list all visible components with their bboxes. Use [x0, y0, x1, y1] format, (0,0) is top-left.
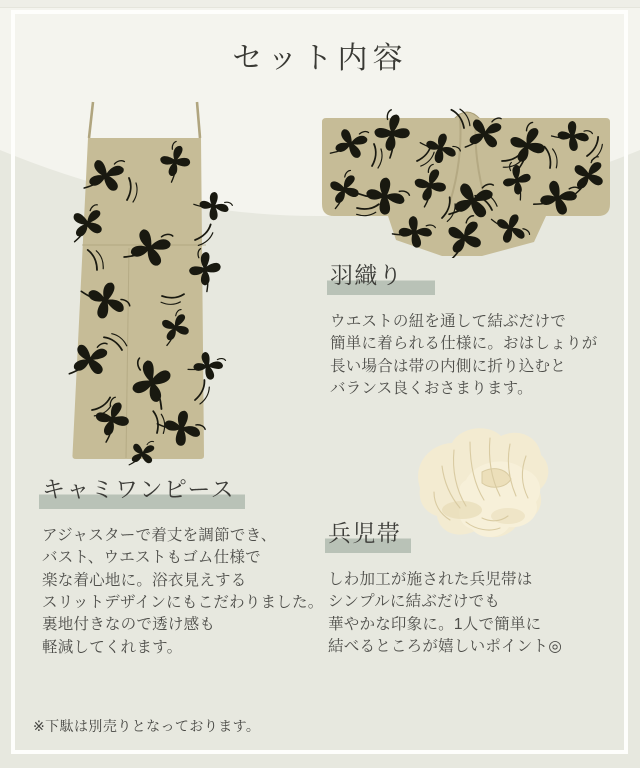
page-title: セット内容	[232, 42, 408, 75]
camisole-heading: キャミワンピース	[39, 476, 245, 509]
geta-sold-separately-footnote: ※下駄は別売りとなっております。	[33, 718, 261, 734]
description-line: 裏地付きなので透け感も	[42, 616, 216, 634]
haori-description	[330, 311, 597, 401]
haori-section	[330, 262, 597, 400]
description-line: 華やかな印象に。1人で簡単に	[328, 615, 542, 633]
description-line: ウエストの紐を通して結ぶだけで	[330, 312, 566, 330]
description-line: しわ加工が施された兵児帯は	[328, 570, 533, 588]
description-line: 簡単に着られる仕様に。おはしょりが	[330, 335, 598, 353]
camisole-description	[42, 525, 323, 659]
description-line: アジャスターで着丈を調節でき、	[42, 526, 277, 544]
haori-heading: 羽織り	[327, 262, 435, 295]
haori-photo	[322, 106, 610, 258]
heko-obi-section	[328, 520, 562, 658]
description-line: 長い場合は帯の内側に折り込むと	[330, 357, 566, 375]
description-line: 結べるところが嬉しいポイント◎	[328, 637, 563, 655]
heko-obi-description	[328, 569, 562, 659]
description-line: シンプルに結ぶだけでも	[328, 593, 501, 611]
description-line: スリットデザインにもこだわりました。	[42, 593, 324, 611]
description-line: 楽な着心地に。浴衣見えする	[42, 571, 247, 589]
heko-obi-heading: 兵児帯	[325, 520, 411, 553]
description-line: バランス良くおさまります。	[330, 379, 533, 397]
camisole-onepiece-photo	[57, 98, 233, 466]
camisole-section	[42, 476, 323, 659]
description-line: バスト、ウエストもゴム仕様で	[42, 549, 261, 567]
top-divider	[0, 0, 640, 8]
description-line: 軽減してくれます。	[42, 638, 183, 656]
